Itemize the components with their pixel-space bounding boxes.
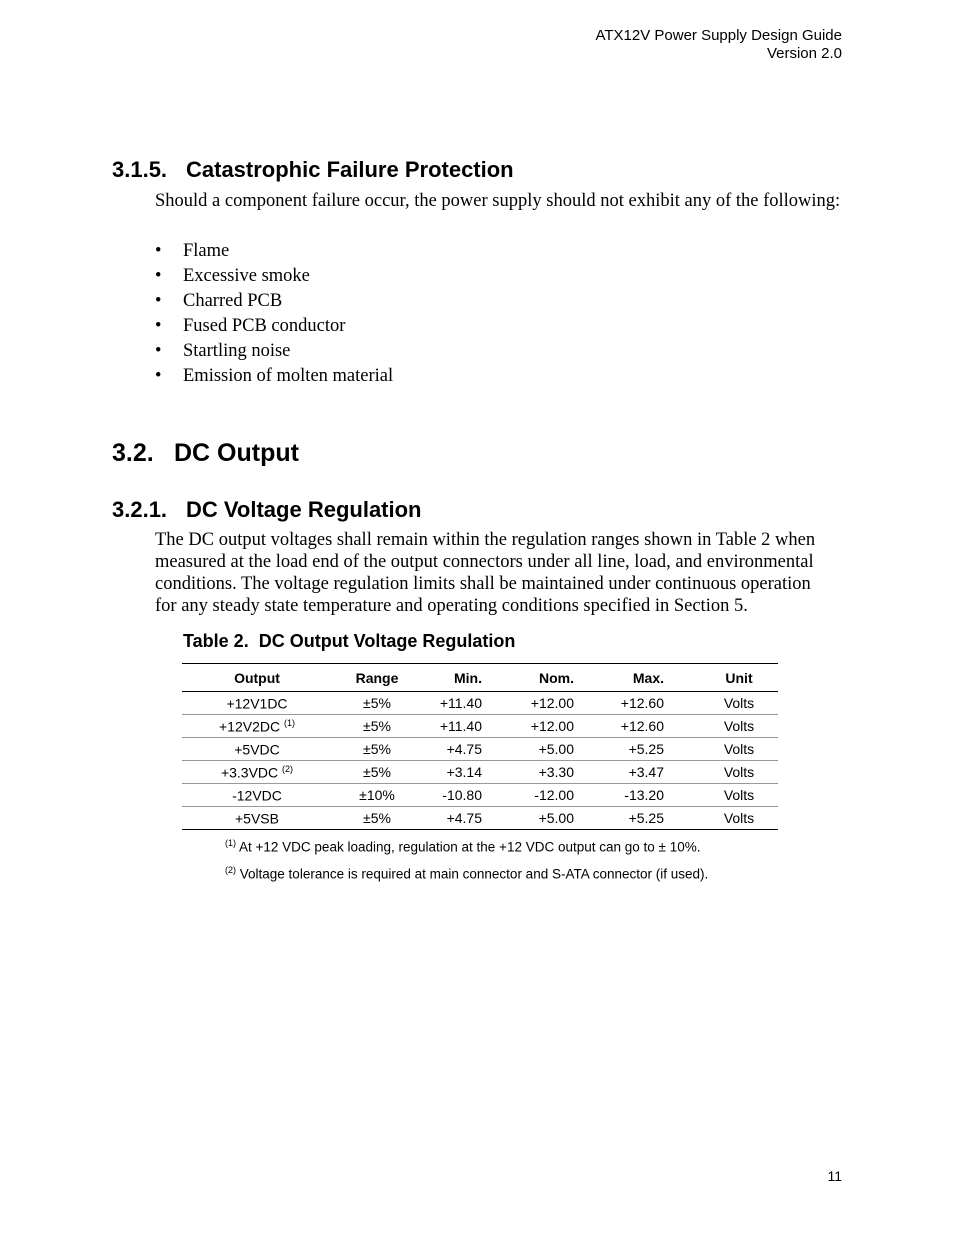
cell-range: ±5% <box>332 761 422 784</box>
bullet-icon: • <box>155 366 162 386</box>
heading-3-2-1 <box>112 497 422 523</box>
cell-nom: +5.00 <box>482 807 574 830</box>
cell-min: -10.80 <box>422 784 482 807</box>
cell-unit: Volts <box>664 807 778 830</box>
cell-range: ±5% <box>332 692 422 715</box>
list-item: • Excessive smoke <box>155 264 393 289</box>
column-header-range: Range <box>332 664 422 692</box>
table-caption <box>183 631 515 652</box>
cell-min: +4.75 <box>422 738 482 761</box>
section-number: 3.2.1. <box>112 497 168 522</box>
column-header-min: Min. <box>422 664 482 692</box>
table-row <box>182 784 778 807</box>
cell-max: +3.47 <box>574 761 664 784</box>
list-item: • Flame <box>155 239 393 264</box>
section-title: Catastrophic Failure Protection <box>186 157 514 182</box>
section-number: 3.1.5. <box>112 157 168 182</box>
table-label: Table 2. <box>183 631 249 651</box>
dc-output-regulation-table <box>182 663 778 830</box>
cell-min: +3.14 <box>422 761 482 784</box>
table-header-row <box>182 664 778 692</box>
section-title: DC Output <box>174 439 299 467</box>
table-row <box>182 738 778 761</box>
bullet-icon: • <box>155 291 162 311</box>
footnote-2: $^{(2)}$ Voltage tolerance is required at main connector and S-ATA connector (if used). <box>225 864 709 881</box>
table-row <box>182 807 778 830</box>
table-row <box>182 761 778 784</box>
column-header-nom: Nom. <box>482 664 574 692</box>
cell-unit: Volts <box>664 738 778 761</box>
section-title: DC Voltage Regulation <box>186 497 422 522</box>
cell-unit: Volts <box>664 715 778 738</box>
column-header-unit: Unit <box>664 664 778 692</box>
failure-bullet-list <box>155 239 393 389</box>
doc-version: Version 2.0 <box>766 45 842 62</box>
cell-min: +11.40 <box>422 715 482 738</box>
list-item: • Emission of molten material <box>155 364 393 389</box>
doc-title: ATX12V Power Supply Design Guide <box>595 27 842 44</box>
cell-nom: +5.00 <box>482 738 574 761</box>
list-item: • Fused PCB conductor <box>155 314 393 339</box>
list-item: • Charred PCB <box>155 289 393 314</box>
cell-range: ±5% <box>332 715 422 738</box>
cell-output: +12V1DC <box>182 692 332 715</box>
cell-output: +12V2DC $^{(1)}$ <box>182 715 332 738</box>
column-header-output: Output <box>182 664 332 692</box>
cell-output: -12VDC <box>182 784 332 807</box>
bullet-icon: • <box>155 316 162 336</box>
footnote-1: $^{(1)}$ At +12 VDC peak loading, regulation at the +12 VDC output can go to ± 10%. <box>225 838 701 855</box>
cell-max: -13.20 <box>574 784 664 807</box>
bullet-icon: • <box>155 341 162 361</box>
bullet-icon: • <box>155 266 162 286</box>
page-number: 11 <box>827 1168 842 1184</box>
cell-nom: +12.00 <box>482 692 574 715</box>
cell-max: +5.25 <box>574 738 664 761</box>
cell-max: +12.60 <box>574 715 664 738</box>
cell-max: +5.25 <box>574 807 664 830</box>
cell-output: +3.3VDC $^{(2)}$ <box>182 761 332 784</box>
regulation-body-paragraph: The DC output voltages shall remain within the regulation ranges shown in Table 2 when measured at the load end of the output connectors under all line, load, and environmental conditions. The voltage regulation limits shall be maintained under continuous operation for any steady state temperature and operating conditions specified in Section 5. <box>155 530 816 616</box>
section-number: 3.2. <box>112 439 154 467</box>
table-footnotes <box>225 832 708 885</box>
cell-unit: Volts <box>664 784 778 807</box>
table-row <box>182 715 778 738</box>
cell-range: ±10% <box>332 784 422 807</box>
list-item: • Startling noise <box>155 339 393 364</box>
cell-output: +5VSB <box>182 807 332 830</box>
cell-output: +5VDC <box>182 738 332 761</box>
cell-nom: +3.30 <box>482 761 574 784</box>
column-header-max: Max. <box>574 664 664 692</box>
cell-unit: Volts <box>664 761 778 784</box>
cell-max: +12.60 <box>574 692 664 715</box>
cell-range: ±5% <box>332 807 422 830</box>
cell-nom: +12.00 <box>482 715 574 738</box>
table-title: DC Output Voltage Regulation <box>258 631 516 651</box>
heading-3-1-5 <box>112 157 514 183</box>
heading-3-2 <box>112 439 299 468</box>
cell-range: ±5% <box>332 738 422 761</box>
footnote-ref: (2) <box>282 763 294 774</box>
cell-nom: -12.00 <box>482 784 574 807</box>
cell-min: +4.75 <box>422 807 482 830</box>
failure-intro-paragraph: Should a component failure occur, the power supply should not exhibit any of the following: <box>155 191 841 211</box>
bullet-icon: • <box>155 241 162 261</box>
footnote-ref: (1) <box>283 717 295 728</box>
cell-min: +11.40 <box>422 692 482 715</box>
table-row <box>182 692 778 715</box>
cell-unit: Volts <box>664 692 778 715</box>
running-header <box>595 27 842 63</box>
